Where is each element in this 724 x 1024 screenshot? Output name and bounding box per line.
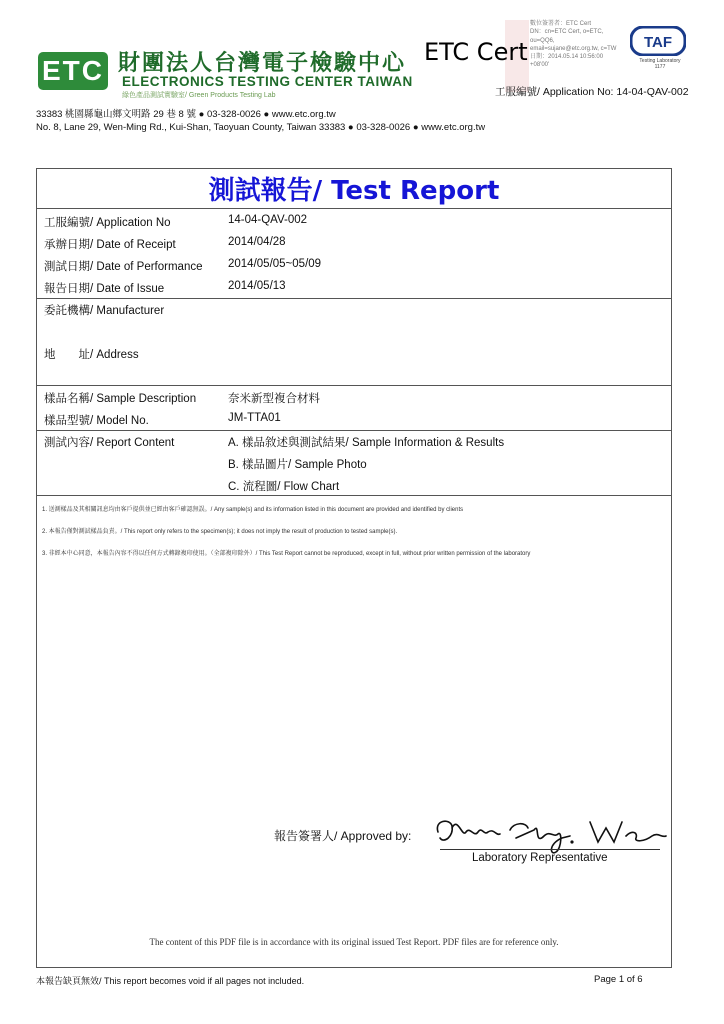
signature-line [440,849,660,850]
cert-line: +08'00' [530,62,550,69]
sample-description-label: 樣品名稱/ Sample Description [44,393,197,405]
date-performance-value: 2014/05/05~05/09 [228,258,322,270]
divider [36,430,672,431]
date-performance-label: 測試日期/ Date of Performance [44,261,203,273]
taf-logo-icon [630,26,686,56]
report-content-label: 測試內容/ Report Content [44,437,175,449]
header-application-no: 工服編號/ Application No: 14-04-QAV-002 [495,86,689,98]
date-issue-label: 報告日期/ Date of Issue [44,283,165,295]
signature-image [430,808,670,858]
divider [36,385,672,386]
report-content-item: B. 樣品圖片/ Sample Photo [228,459,367,471]
address-en: No. 8, Lane 29, Wen-Ming Rd., Kui-Shan, Taoyuan County, Taiwan 33383 ● 03-328-0026 ● www.etc.org.tw [36,122,486,133]
cert-line: email=sujane@etc.org.tw, c=TW [530,45,617,52]
org-name-zh: 財團法人台灣電子檢驗中心 [118,51,407,76]
date-issue-value: 2014/05/13 [228,280,286,292]
pdf-disclaimer: The content of this PDF file is in accordance with its original issued Test Report. PDF files are for reference only. [149,937,559,947]
note-item: 1. 送測樣品及其相關訊息均由客戶提供並已經由客戶確認無誤。/ Any sample(s) and its information listed in this document are provided and identified by clients [42,507,464,513]
taf-sub-2: 1177 [654,64,666,70]
taf-logo-text: TAF [643,34,673,51]
org-subtitle: 綠色產品測試實驗室/ Green Products Testing Lab [122,92,276,99]
cert-line: 數位簽署者：ETC Cert [530,21,592,27]
model-no-label: 樣品型號/ Model No. [44,415,149,427]
address-label: 地 址/ Address [44,349,139,361]
approved-by-label: 報告簽署人/ Approved by: [274,829,412,843]
divider [36,495,672,496]
note-item: 2. 本報告僅對測試樣品負責。/ This report only refers to the specimen(s); it does not imply the result of production to tested sample(s). [42,529,398,535]
application-no-value: 14-04-QAV-002 [228,214,308,226]
date-receipt-value: 2014/04/28 [228,236,286,248]
note-item: 3. 非經本中心同意，本報告內容不得以任何方式轉錄複印使用。（全部複印除外）/ This Test Report cannot be reproduced, except in full, without prior written permission of the laboratory [42,551,531,557]
taf-sub-1: Testing Laboratory [639,58,681,64]
divider [36,298,672,299]
date-receipt-label: 承辦日期/ Date of Receipt [44,239,176,251]
page-number: Page 1 of 6 [594,974,643,985]
cert-line: 日期：2014.05.14 10:56:00 [530,54,604,61]
cert-line: DN：cn=ETC Cert, o=ETC, [530,29,604,36]
void-notice: 本報告缺頁無效/ This report becomes void if all pages not included. [36,976,305,986]
cert-line: ou=QQ6, [530,37,555,44]
manufacturer-label: 委託機構/ Manufacturer [44,305,165,317]
divider [36,208,672,209]
report-content-item: A. 樣品敘述與測試結果/ Sample Information & Results [228,437,505,449]
model-no-value: JM-TTA01 [228,412,281,424]
taf-accreditation [636,58,684,70]
sample-description-value: 奈米新型複合材料 [228,393,320,405]
laboratory-representative: Laboratory Representative [472,852,608,864]
digital-cert-label: ETC Cert [424,38,528,66]
digital-signature-details [516,20,628,70]
report-content-item: C. 流程圖/ Flow Chart [228,481,340,493]
application-no-label: 工服編號/ Application No [44,217,171,229]
report-title: 測試報告/ Test Report [208,176,500,206]
etc-logo: ETC [38,52,108,90]
address-zh: 33383 桃園縣龜山鄉文明路 29 巷 8 號 ● 03-328-0026 ● www.etc.org.tw [36,109,336,120]
org-name-en: ELECTRONICS TESTING CENTER TAIWAN [122,74,413,89]
